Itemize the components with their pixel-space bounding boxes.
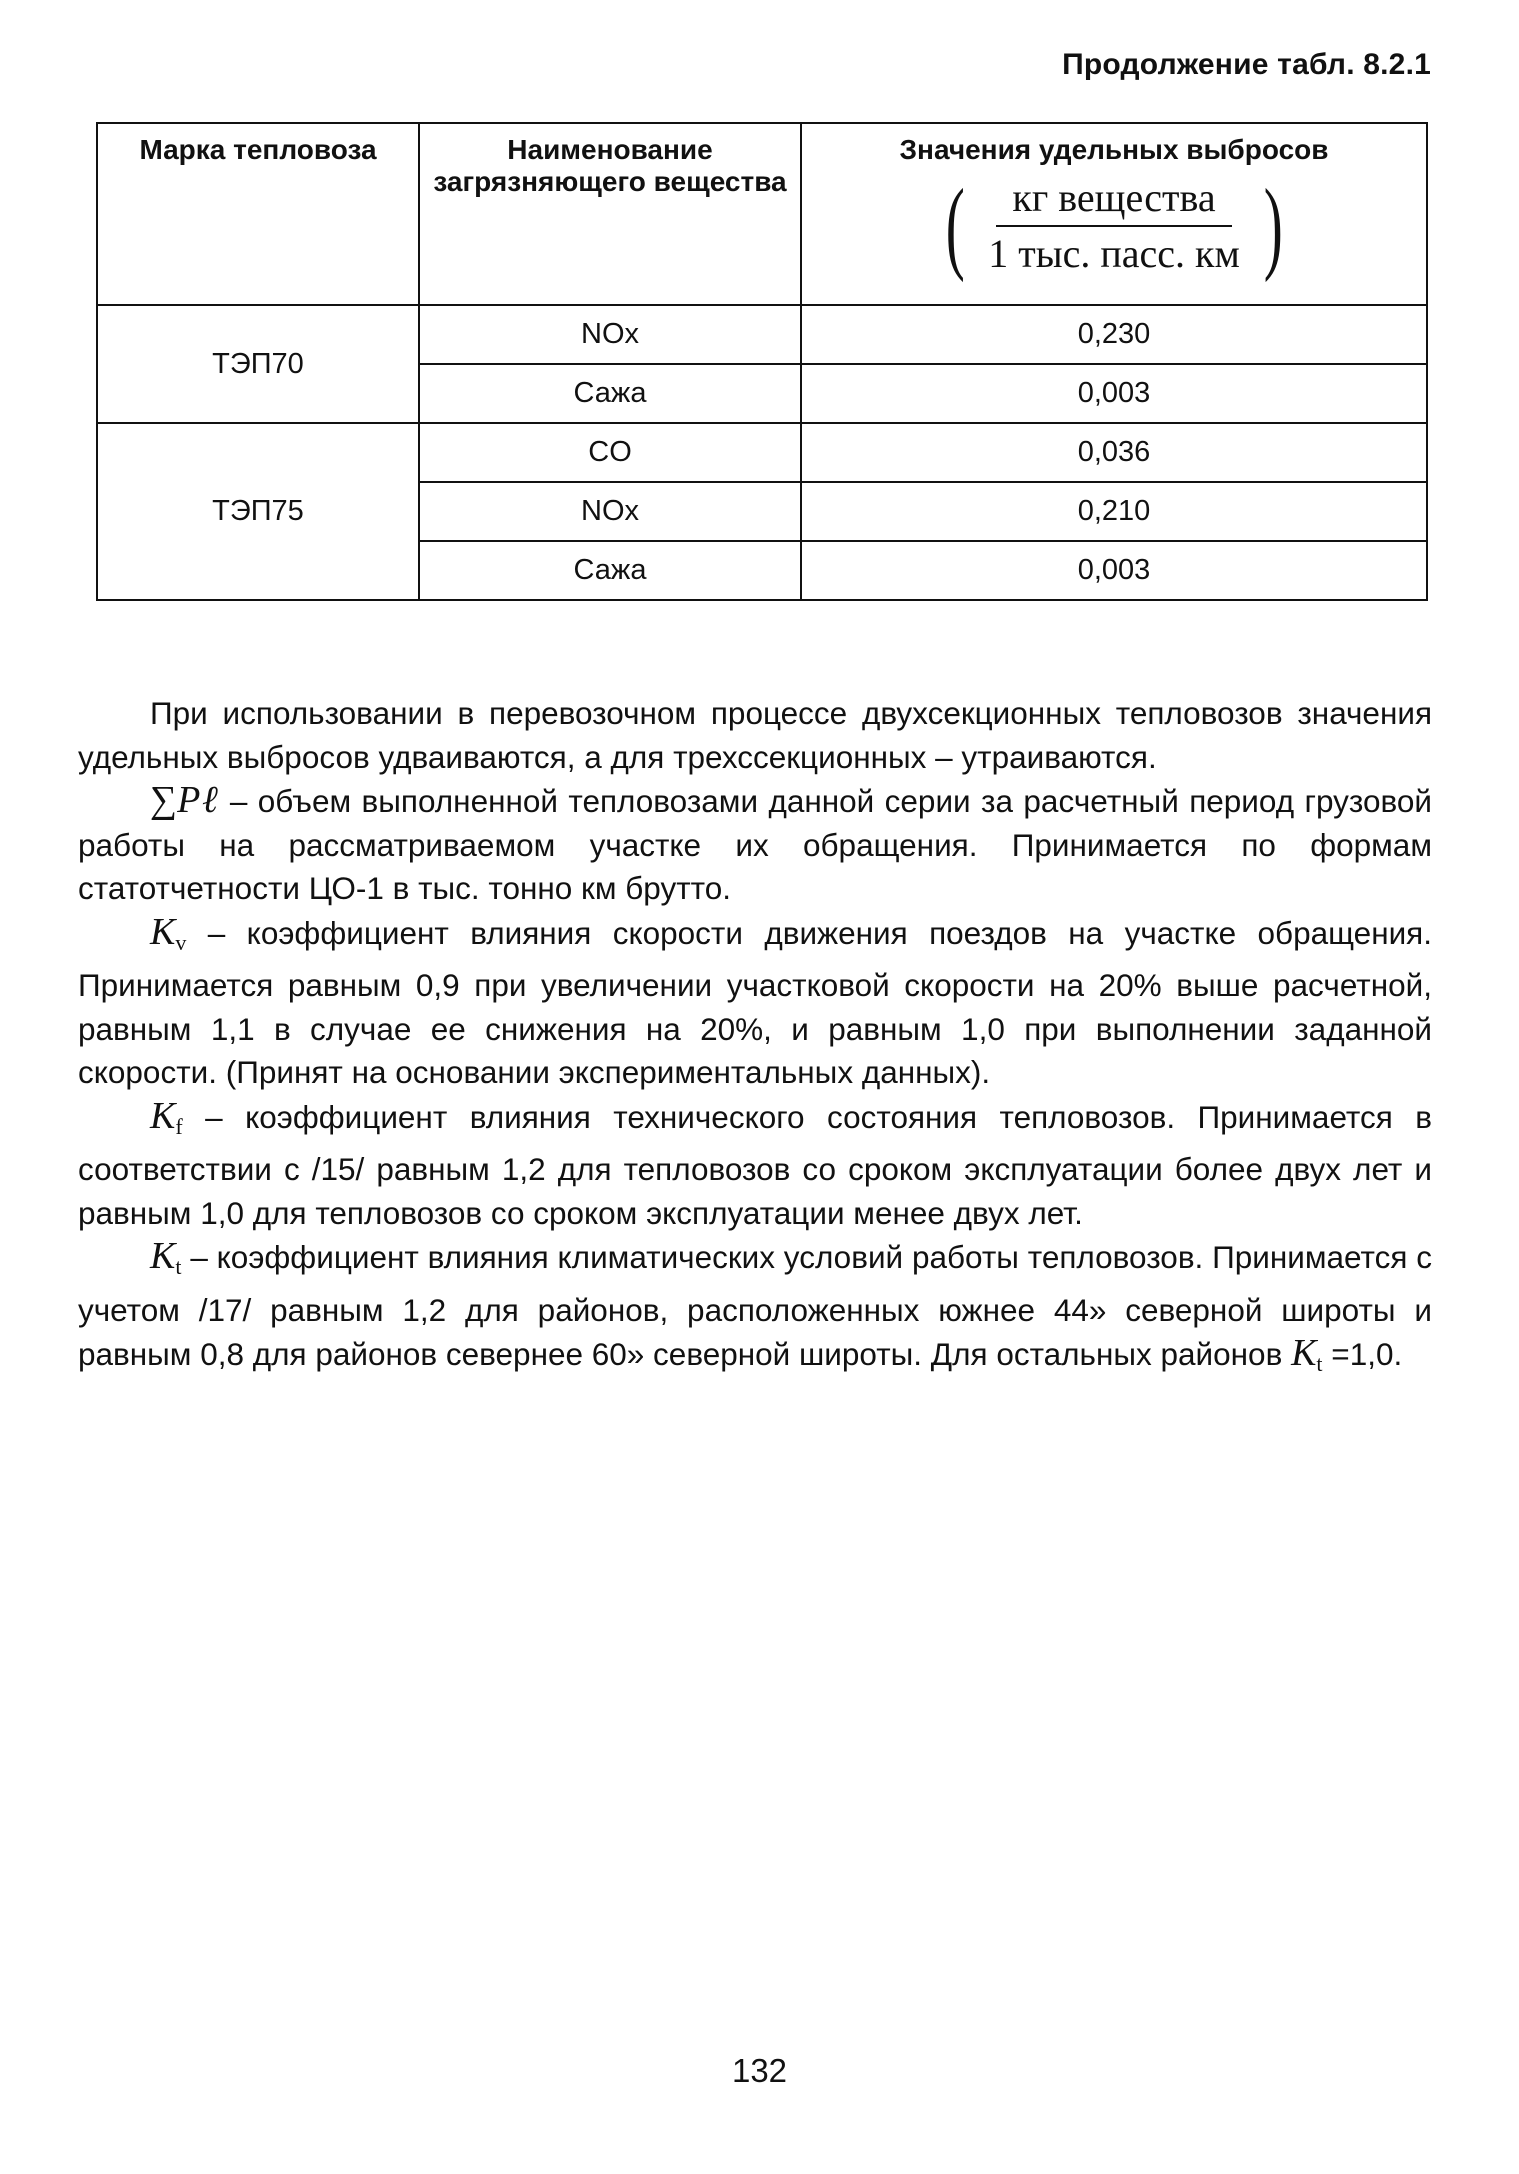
model-cell: ТЭП70 — [97, 305, 419, 423]
substance-cell: Сажа — [419, 541, 801, 600]
table-row — [97, 423, 1427, 482]
header-locomotive-model: Марка тепловоза — [97, 123, 419, 305]
unit-numerator: кг вещества — [996, 175, 1231, 227]
emission-unit-formula — [938, 168, 1291, 283]
table-continuation-label: Продолжение табл. 8.2.1 — [1062, 48, 1431, 81]
paragraph-kt: $K_t$ – коэффициент влияния климатических условий работы тепловозов. Принимается с учетом /17/ равным 1,2 для районов, расположенных южнее 44» северной широты и равным 0,8 для районов севернее 60» северной широты. Для остальных районов $K_t =1,0$. — [78, 1235, 1432, 1376]
kt-symbol-inline: $K_t$ — [1291, 1332, 1323, 1376]
value-cell: 0,003 — [801, 541, 1427, 600]
header-specific-emissions — [801, 123, 1427, 305]
paragraph-kv: $K_v$ – коэффициент влияния скорости движения поездов на участке обращения. Принимается равным 0,9 при увеличении участковой скорости на 20% выше расчетной, равным 1,1 в случае ее снижения на 20%, и равным 1,0 при выполнении заданной скорости. (Принят на основании экспериментальных данных). — [78, 910, 1432, 1090]
header-pollutant-name: Наименование загрязняющего вещества — [419, 123, 801, 305]
kt-symbol: $K_t$ — [150, 1235, 182, 1279]
value-cell: 0,230 — [801, 305, 1427, 364]
emissions-table — [96, 122, 1428, 601]
unit-fraction — [972, 175, 1256, 277]
body-text — [78, 692, 1432, 1386]
unit-denominator: 1 тыс. пасс. км — [988, 231, 1240, 276]
value-cell: 0,036 — [801, 423, 1427, 482]
paragraph-multi-section: При использовании в перевозочном процессе двухсекционных тепловозов значения удельных выбросов удваиваются, а для трехссекционных – утраиваются. — [78, 695, 1432, 775]
table-row — [97, 305, 1427, 364]
table-header-row — [97, 123, 1427, 305]
left-paren: ( — [945, 168, 965, 283]
value-cell: 0,003 — [801, 364, 1427, 423]
substance-cell: NOx — [419, 482, 801, 541]
substance-cell: Сажа — [419, 364, 801, 423]
page-number: 132 — [731, 2052, 788, 2089]
paragraph-sum-pl: ∑Pℓ – объем выполненной тепловозами данной серии за расчетный период грузовой работы на рассматриваемом участке их обращения. Принимается по формам статотчетности ЦО-1 в тыс. тонно км брутто. — [78, 779, 1432, 906]
header-specific-emissions-label: Значения удельных выбросов — [899, 134, 1329, 165]
kf-symbol: $K_f$ — [150, 1094, 183, 1139]
model-cell: ТЭП75 — [97, 423, 419, 600]
kv-symbol: $K_v$ — [150, 910, 187, 955]
value-cell: 0,210 — [801, 482, 1427, 541]
paragraph-kf: $K_f$ – коэффициент влияния технического состояния тепловозов. Принимается в соответствии с /15/ равным 1,2 для тепловозов со сроком эксплуатации более двух лет и равным 1,0 для тепловозов со сроком эксплуатации менее двух лет. — [78, 1094, 1432, 1231]
right-paren: ) — [1263, 168, 1283, 283]
sum-pl-symbol: ∑Pℓ — [150, 779, 220, 821]
substance-cell: CO — [419, 423, 801, 482]
substance-cell: NOx — [419, 305, 801, 364]
